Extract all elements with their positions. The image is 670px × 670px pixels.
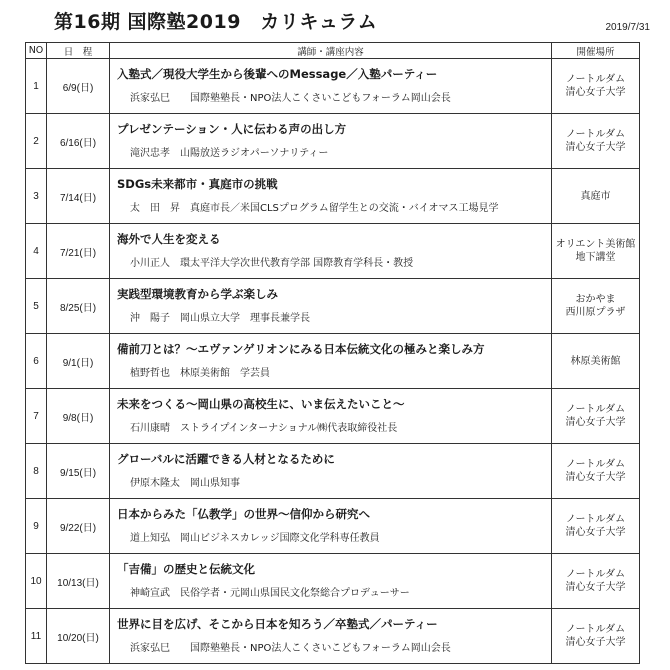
session-title: 実践型環境教育から学ぶ楽しみ [117,287,278,301]
session-title: グローバルに活躍できる人材となるために [117,452,335,466]
session-speaker: 石川康晴 ストライプインターナショナル㈱代表取締役社長 [130,423,398,434]
session-title: 備前刀とは？～エヴァンゲリオンにみる日本伝統文化の極みと楽しみ方 [117,342,485,356]
session-venue [552,169,640,224]
venue-line: 真庭市 [580,190,611,202]
session-venue [552,279,640,334]
session-title: プレゼンテーション・人に伝わる声の出し方 [117,122,347,136]
venue-line: 清心女子大学 [565,637,626,648]
session-content [110,554,552,609]
session-content [110,279,552,334]
session-title: 未来をつくる～岡山県の高校生に、いま伝えたいこと～ [117,397,405,411]
table-row [26,169,640,224]
venue-line: 清心女子大学 [565,472,626,483]
table-row [26,114,640,169]
session-content [110,224,552,279]
table-row [26,59,640,114]
session-date: 9/1(日) [47,334,110,389]
session-speaker: 小川正人 環太平洋大学次世代教育学部 国際教育学科長・教授 [130,258,414,269]
session-venue [552,444,640,499]
session-number: 6 [26,334,47,389]
session-content [110,114,552,169]
curriculum-table [25,42,640,664]
session-number: 11 [26,609,47,664]
session-content [110,169,552,224]
session-title: 海外で人生を変える [117,232,221,246]
session-title: SDGs未来都市・真庭市の挑戦 [117,177,278,191]
session-speaker: 植野哲也 林原美術館 学芸員 [130,368,270,379]
venue-line: 清心女子大学 [565,87,626,98]
session-venue [552,59,640,114]
session-number: 5 [26,279,47,334]
venue-line: 清心女子大学 [565,527,626,538]
session-title: 「吉備」の歴史と伝統文化 [117,562,255,576]
session-date: 6/16(日) [47,114,110,169]
session-speaker: 沖 陽子 岡山県立大学 理事長兼学長 [130,313,310,324]
session-speaker: 浜家弘巳 国際塾塾長・NPO法人こくさいこどもフォーラム岡山会長 [130,93,451,104]
venue-line: ノートルダム [565,129,626,140]
session-venue [552,609,640,664]
venue-line: 清心女子大学 [565,142,626,153]
venue-line: ノートルダム [565,459,626,470]
session-date: 9/22(日) [47,499,110,554]
session-date: 9/15(日) [47,444,110,499]
venue-line: 西川原プラザ [565,307,626,318]
session-content [110,609,552,664]
session-date: 7/21(日) [47,224,110,279]
venue-line: ノートルダム [565,514,626,525]
venue-line: ノートルダム [565,624,626,635]
session-content [110,334,552,389]
session-content [110,389,552,444]
session-venue [552,499,640,554]
session-speaker: 浜家弘巳 国際塾塾長・NPO法人こくさいこどもフォーラム岡山会長 [130,643,451,654]
table-row [26,279,640,334]
table-row [26,444,640,499]
session-speaker: 道上知弘 岡山ビジネスカレッジ国際文化学科専任教員 [130,533,380,544]
venue-line: 地下講堂 [575,252,616,263]
table-row [26,554,640,609]
session-date: 10/20(日) [47,609,110,664]
table-row [26,334,640,389]
session-number: 1 [26,59,47,114]
session-content [110,444,552,499]
session-venue [552,224,640,279]
session-speaker: 伊原木隆太 岡山県知事 [130,478,240,489]
session-number: 9 [26,499,47,554]
venue-line: おかやま [575,294,616,305]
column-header-topic: 講師・講座内容 [110,43,552,59]
session-speaker: 神崎宣武 民俗学者・元岡山県国民文化祭総合プロデューサー [130,588,410,599]
session-speaker: 滝沢忠孝 山陽放送ラジオパーソナリティー [130,148,329,159]
session-title: 日本からみた「仏教学」の世界～信仰から研究へ [117,507,370,521]
session-date: 10/13(日) [47,554,110,609]
session-number: 2 [26,114,47,169]
session-number: 10 [26,554,47,609]
session-venue [552,389,640,444]
venue-line: ノートルダム [565,74,626,85]
session-date: 6/9(日) [47,59,110,114]
venue-line: 林原美術館 [570,355,621,367]
session-content [110,59,552,114]
session-number: 7 [26,389,47,444]
table-row [26,224,640,279]
venue-line: ノートルダム [565,569,626,580]
session-date: 7/14(日) [47,169,110,224]
session-date: 8/25(日) [47,279,110,334]
session-title: 入塾式／現役大学生から後輩へのMessage／入塾パーティー [117,67,438,81]
column-header-date: 日 程 [47,43,110,59]
document-date: 2019/7/31 [605,22,650,33]
session-venue [552,554,640,609]
header-row [26,43,640,59]
venue-line: オリエント美術館 [555,239,636,250]
session-content [110,499,552,554]
session-date: 9/8(日) [47,389,110,444]
table-row [26,499,640,554]
session-number: 4 [26,224,47,279]
session-title: 世界に目を広げ、そこから日本を知ろう／卒塾式／パーティー [117,617,438,631]
column-header-no: NO [26,43,47,59]
table-row [26,609,640,664]
session-speaker: 太 田 昇 真庭市長／米国CLSプログラム留学生との交流・バイオマス工場見学 [130,203,499,214]
venue-line: ノートルダム [565,404,626,415]
venue-line: 清心女子大学 [565,582,626,593]
table-row [26,389,640,444]
session-venue [552,334,640,389]
column-header-venue: 開催場所 [552,43,640,59]
session-number: 3 [26,169,47,224]
session-venue [552,114,640,169]
page-title: 第16期 国際塾2019 カリキュラム [54,11,378,33]
venue-line: 清心女子大学 [565,417,626,428]
session-number: 8 [26,444,47,499]
